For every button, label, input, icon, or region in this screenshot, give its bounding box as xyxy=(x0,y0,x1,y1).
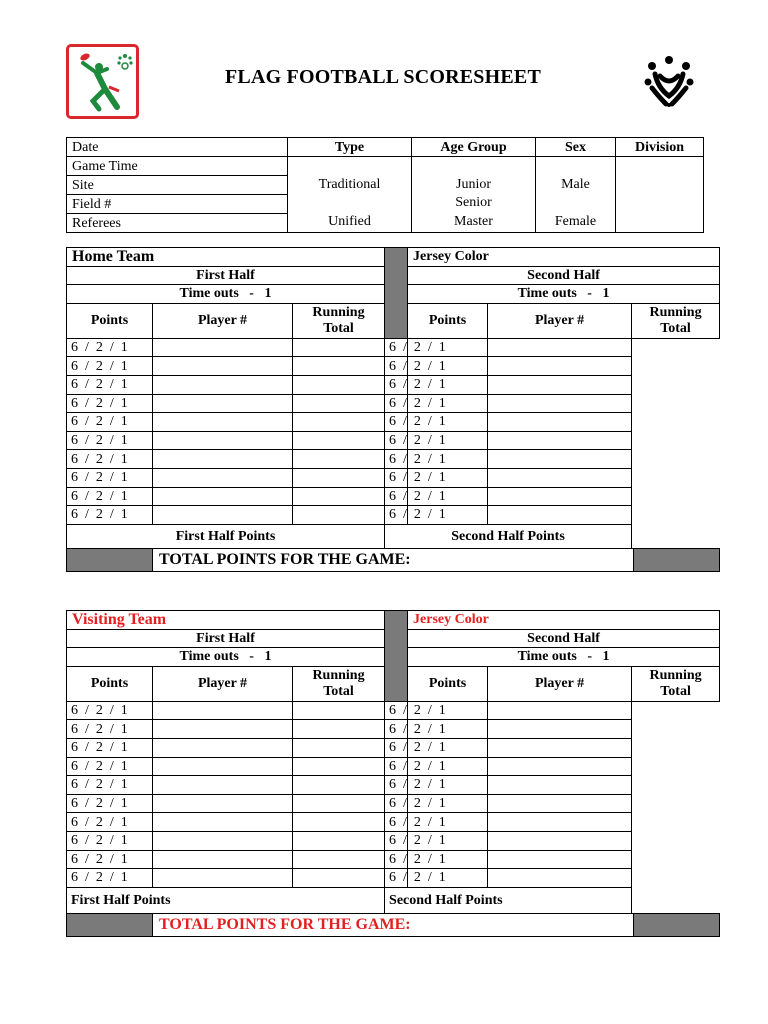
home-total-table xyxy=(66,548,720,572)
home-first-half-points-cell[interactable]: 6 / 2 / 1 xyxy=(67,413,153,432)
visiting-score-row xyxy=(67,869,720,888)
referees-label[interactable]: Referees xyxy=(67,214,288,233)
visiting-second-half-points-cell[interactable]: 6 / 2 / 1 xyxy=(385,738,408,757)
home-first-half-timeouts[interactable]: Time outs - 1 xyxy=(67,285,385,304)
visiting-second-half-running-total-cell[interactable] xyxy=(488,776,632,795)
division-header: Division xyxy=(616,138,704,157)
home-score-row xyxy=(67,413,720,432)
visiting-second-half-timeouts[interactable]: Time outs - 1 xyxy=(408,648,720,667)
visiting-second-half-running-total-cell[interactable] xyxy=(488,869,632,888)
visiting-points-col-header: Points xyxy=(67,666,153,701)
visiting-total-table xyxy=(66,913,720,937)
home-first-half-running-total-cell[interactable] xyxy=(293,506,385,525)
home-second-half-points-cell[interactable]: 6 / 2 / 1 xyxy=(385,506,408,525)
visiting-second-half-running-total-cell[interactable] xyxy=(488,850,632,869)
home-team-label: Home Team xyxy=(67,248,385,267)
type-unified[interactable]: Unified xyxy=(328,213,371,229)
visiting-second-half-running-total-cell[interactable] xyxy=(488,813,632,832)
visiting-second-half-running-total-cell[interactable] xyxy=(488,831,632,850)
sex-female[interactable]: Female xyxy=(554,213,597,229)
visiting-score-row xyxy=(67,720,720,739)
visiting-score-row xyxy=(67,794,720,813)
visiting-first-half-running-total-cell[interactable] xyxy=(293,813,385,832)
home-first-half-player-cell[interactable] xyxy=(153,357,293,376)
visiting-first-half-points-cell[interactable]: 6 / 2 / 1 xyxy=(67,720,153,739)
home-total-points-label[interactable]: TOTAL POINTS FOR THE GAME: xyxy=(153,548,634,571)
visiting-score-rows xyxy=(67,701,720,887)
home-score-row xyxy=(67,431,720,450)
home-total-left-fill xyxy=(67,548,153,571)
visiting-player-col-header-2: Player # xyxy=(488,666,632,701)
home-second-half-points-cell[interactable]: 6 / 2 / 1 xyxy=(385,357,408,376)
visiting-first-half-running-total-cell[interactable] xyxy=(293,831,385,850)
age-junior[interactable]: Junior xyxy=(456,176,491,192)
home-second-half-points-cell[interactable]: 6 / 2 / 1 xyxy=(385,450,408,469)
age-master[interactable]: Master xyxy=(454,213,493,229)
visiting-second-half-header: Second Half xyxy=(408,629,720,648)
visiting-first-half-points-cell[interactable]: 6 / 2 / 1 xyxy=(67,813,153,832)
home-score-row xyxy=(67,375,720,394)
visiting-score-row xyxy=(67,850,720,869)
visiting-first-half-points-cell[interactable]: 6 / 2 / 1 xyxy=(67,794,153,813)
home-score-row xyxy=(67,487,720,506)
sex-options[interactable] xyxy=(536,157,616,233)
home-first-half-player-cell[interactable] xyxy=(153,413,293,432)
visiting-second-half-points-cell[interactable]: 6 / 2 / 1 xyxy=(385,757,408,776)
visiting-score-row xyxy=(67,701,720,720)
visiting-score-row xyxy=(67,831,720,850)
home-score-row xyxy=(67,357,720,376)
visiting-second-half-points-cell[interactable]: 6 / 2 / 1 xyxy=(385,831,408,850)
visiting-second-half-points-cell[interactable]: 6 / 2 / 1 xyxy=(385,701,408,720)
visiting-first-half-running-total-cell[interactable] xyxy=(293,720,385,739)
visiting-first-half-points[interactable]: First Half Points xyxy=(67,887,385,913)
home-second-half-running-total-cell[interactable] xyxy=(488,357,632,376)
home-first-half-running-total-cell[interactable] xyxy=(293,338,385,357)
home-second-half-running-total-cell[interactable] xyxy=(488,375,632,394)
visiting-first-half-player-cell[interactable] xyxy=(153,869,293,888)
visiting-first-half-points-cell[interactable]: 6 / 2 / 1 xyxy=(67,738,153,757)
home-first-half-running-total-cell[interactable] xyxy=(293,357,385,376)
home-first-half-player-cell[interactable] xyxy=(153,375,293,394)
sex-header: Sex xyxy=(536,138,616,157)
visiting-second-half-running-total-cell[interactable] xyxy=(488,701,632,720)
visiting-second-half-points-cell[interactable]: 6 / 2 / 1 xyxy=(385,813,408,832)
flag-football-logo xyxy=(66,44,139,119)
visiting-first-half-points-cell[interactable]: 6 / 2 / 1 xyxy=(67,776,153,795)
home-second-half-points-cell[interactable]: 6 / 2 / 1 xyxy=(385,413,408,432)
visiting-first-half-points-cell[interactable]: 6 / 2 / 1 xyxy=(67,850,153,869)
home-first-half-player-cell[interactable] xyxy=(153,431,293,450)
home-score-row xyxy=(67,394,720,413)
field-number-label[interactable]: Field # xyxy=(67,195,288,214)
visiting-first-half-player-cell[interactable] xyxy=(153,813,293,832)
visiting-second-half-points-cell[interactable]: 6 / 2 / 1 xyxy=(385,850,408,869)
home-second-half-running-total-cell[interactable] xyxy=(488,506,632,525)
division-field[interactable] xyxy=(616,157,704,233)
home-running-total-col-header-2: Running Total xyxy=(632,303,720,338)
home-first-half-player-cell[interactable] xyxy=(153,506,293,525)
home-points-col-header: Points xyxy=(67,303,153,338)
visiting-total-left-fill xyxy=(67,913,153,936)
home-first-half-player-cell[interactable] xyxy=(153,338,293,357)
visiting-second-half-points-cell[interactable]: 6 / 2 / 1 xyxy=(385,720,408,739)
home-score-row xyxy=(67,338,720,357)
home-first-half-player-cell[interactable] xyxy=(153,468,293,487)
home-team-section xyxy=(66,247,719,572)
visiting-points-col-header-2: Points xyxy=(408,666,488,701)
home-team-table xyxy=(66,247,720,549)
home-second-half-running-total-cell[interactable] xyxy=(488,450,632,469)
home-divider xyxy=(385,248,408,339)
home-first-half-running-total-cell[interactable] xyxy=(293,413,385,432)
home-second-half-running-total-cell[interactable] xyxy=(488,413,632,432)
visiting-second-half-running-total-cell[interactable] xyxy=(488,757,632,776)
visiting-running-total-col-header-2: Running Total xyxy=(632,666,720,701)
visiting-score-row xyxy=(67,738,720,757)
site-label[interactable]: Site xyxy=(67,176,288,195)
game-info-table xyxy=(66,137,704,233)
home-first-half-points-cell[interactable]: 6 / 2 / 1 xyxy=(67,357,153,376)
home-running-total-col-header: Running Total xyxy=(293,303,385,338)
home-first-half-points-cell[interactable]: 6 / 2 / 1 xyxy=(67,431,153,450)
visiting-team-section xyxy=(66,610,719,937)
visiting-divider xyxy=(385,611,408,702)
home-second-half-running-total-cell[interactable] xyxy=(488,468,632,487)
visiting-second-half-running-total-cell[interactable] xyxy=(488,794,632,813)
visiting-first-half-points-cell[interactable]: 6 / 2 / 1 xyxy=(67,757,153,776)
home-first-half-player-cell[interactable] xyxy=(153,450,293,469)
visiting-first-half-running-total-cell[interactable] xyxy=(293,794,385,813)
visiting-score-row xyxy=(67,776,720,795)
home-second-half-header: Second Half xyxy=(408,266,720,285)
visiting-first-half-running-total-cell[interactable] xyxy=(293,701,385,720)
home-second-half-points-cell[interactable]: 6 / 2 / 1 xyxy=(385,338,408,357)
visiting-total-right-fill xyxy=(634,913,720,936)
home-second-half-running-total-cell[interactable] xyxy=(488,338,632,357)
home-first-half-running-total-cell[interactable] xyxy=(293,468,385,487)
visiting-first-half-player-cell[interactable] xyxy=(153,738,293,757)
visiting-first-half-player-cell[interactable] xyxy=(153,831,293,850)
visiting-score-row xyxy=(67,813,720,832)
special-olympics-logo xyxy=(638,48,700,110)
visiting-team-label: Visiting Team xyxy=(67,611,385,630)
age-group-header: Age Group xyxy=(412,138,536,157)
visiting-first-half-running-total-cell[interactable] xyxy=(293,757,385,776)
visiting-second-half-running-total-cell[interactable] xyxy=(488,720,632,739)
sex-male[interactable]: Male xyxy=(561,176,590,192)
visiting-second-half-points[interactable]: Second Half Points xyxy=(385,887,632,913)
home-first-half-points-cell[interactable]: 6 / 2 / 1 xyxy=(67,506,153,525)
home-jersey-color-label[interactable]: Jersey Color xyxy=(408,248,720,267)
home-first-half-player-cell[interactable] xyxy=(153,394,293,413)
visiting-team-table xyxy=(66,610,720,914)
home-first-half-points-cell[interactable]: 6 / 2 / 1 xyxy=(67,468,153,487)
type-traditional[interactable]: Traditional xyxy=(318,176,381,192)
visiting-first-half-player-cell[interactable] xyxy=(153,776,293,795)
visiting-first-half-header: First Half xyxy=(67,629,385,648)
home-second-half-points-cell[interactable]: 6 / 2 / 1 xyxy=(385,431,408,450)
visiting-running-total-col-header: Running Total xyxy=(293,666,385,701)
visiting-first-half-running-total-cell[interactable] xyxy=(293,850,385,869)
visiting-second-half-running-total-cell[interactable] xyxy=(488,738,632,757)
visiting-first-half-player-cell[interactable] xyxy=(153,757,293,776)
home-player-col-header-2: Player # xyxy=(488,303,632,338)
visiting-first-half-points-cell[interactable]: 6 / 2 / 1 xyxy=(67,701,153,720)
home-first-half-points-cell[interactable]: 6 / 2 / 1 xyxy=(67,375,153,394)
home-second-half-points-cell[interactable]: 6 / 2 / 1 xyxy=(385,487,408,506)
visiting-second-half-points-cell[interactable]: 6 / 2 / 1 xyxy=(385,869,408,888)
age-group-options[interactable] xyxy=(412,157,536,233)
visiting-second-half-points-cell[interactable]: 6 / 2 / 1 xyxy=(385,776,408,795)
visiting-total-points-label[interactable]: TOTAL POINTS FOR THE GAME: xyxy=(153,913,634,936)
home-second-half-timeouts[interactable]: Time outs - 1 xyxy=(408,285,720,304)
home-first-half-points[interactable]: First Half Points xyxy=(67,524,385,548)
visiting-first-half-points-cell[interactable]: 6 / 2 / 1 xyxy=(67,869,153,888)
visiting-player-col-header: Player # xyxy=(153,666,293,701)
home-total-right-fill xyxy=(634,548,720,571)
home-second-half-running-total-cell[interactable] xyxy=(488,431,632,450)
home-first-half-running-total-cell[interactable] xyxy=(293,487,385,506)
home-points-col-header-2: Points xyxy=(408,303,488,338)
home-second-half-points[interactable]: Second Half Points xyxy=(385,524,632,548)
home-first-half-points-cell[interactable]: 6 / 2 / 1 xyxy=(67,338,153,357)
visiting-first-half-running-total-cell[interactable] xyxy=(293,776,385,795)
home-first-half-running-total-cell[interactable] xyxy=(293,431,385,450)
home-first-half-running-total-cell[interactable] xyxy=(293,450,385,469)
game-time-label[interactable]: Game Time xyxy=(67,157,288,176)
mini-special-olympics-icon xyxy=(117,54,132,69)
home-player-col-header: Player # xyxy=(153,303,293,338)
visiting-first-half-points-cell[interactable]: 6 / 2 / 1 xyxy=(67,831,153,850)
home-second-half-points-cell[interactable]: 6 / 2 / 1 xyxy=(385,468,408,487)
home-first-half-player-cell[interactable] xyxy=(153,487,293,506)
home-first-half-points-cell[interactable]: 6 / 2 / 1 xyxy=(67,487,153,506)
visiting-first-half-player-cell[interactable] xyxy=(153,850,293,869)
home-score-rows xyxy=(67,338,720,524)
home-first-half-running-total-cell[interactable] xyxy=(293,375,385,394)
age-senior[interactable]: Senior xyxy=(455,195,492,211)
home-second-half-points-cell[interactable]: 6 / 2 / 1 xyxy=(385,394,408,413)
type-header: Type xyxy=(288,138,412,157)
home-first-half-points-cell[interactable]: 6 / 2 / 1 xyxy=(67,450,153,469)
type-options[interactable] xyxy=(288,157,412,233)
visiting-jersey-color-label[interactable]: Jersey Color xyxy=(408,611,720,630)
home-first-half-points-cell[interactable]: 6 / 2 / 1 xyxy=(67,394,153,413)
home-second-half-running-total-cell[interactable] xyxy=(488,487,632,506)
visiting-first-half-timeouts[interactable]: Time outs - 1 xyxy=(67,648,385,667)
home-score-row xyxy=(67,506,720,525)
visiting-first-half-running-total-cell[interactable] xyxy=(293,869,385,888)
visiting-second-half-points-cell[interactable]: 6 / 2 / 1 xyxy=(385,794,408,813)
visiting-first-half-player-cell[interactable] xyxy=(153,794,293,813)
date-label[interactable]: Date xyxy=(67,138,288,157)
page-title: FLAG FOOTBALL SCORESHEET xyxy=(225,66,541,88)
visiting-first-half-player-cell[interactable] xyxy=(153,720,293,739)
home-first-half-header: First Half xyxy=(67,266,385,285)
visiting-first-half-running-total-cell[interactable] xyxy=(293,738,385,757)
visiting-score-row xyxy=(67,757,720,776)
home-second-half-points-cell[interactable]: 6 / 2 / 1 xyxy=(385,375,408,394)
home-first-half-running-total-cell[interactable] xyxy=(293,394,385,413)
visiting-first-half-player-cell[interactable] xyxy=(153,701,293,720)
home-second-half-running-total-cell[interactable] xyxy=(488,394,632,413)
home-score-row xyxy=(67,450,720,469)
home-score-row xyxy=(67,468,720,487)
